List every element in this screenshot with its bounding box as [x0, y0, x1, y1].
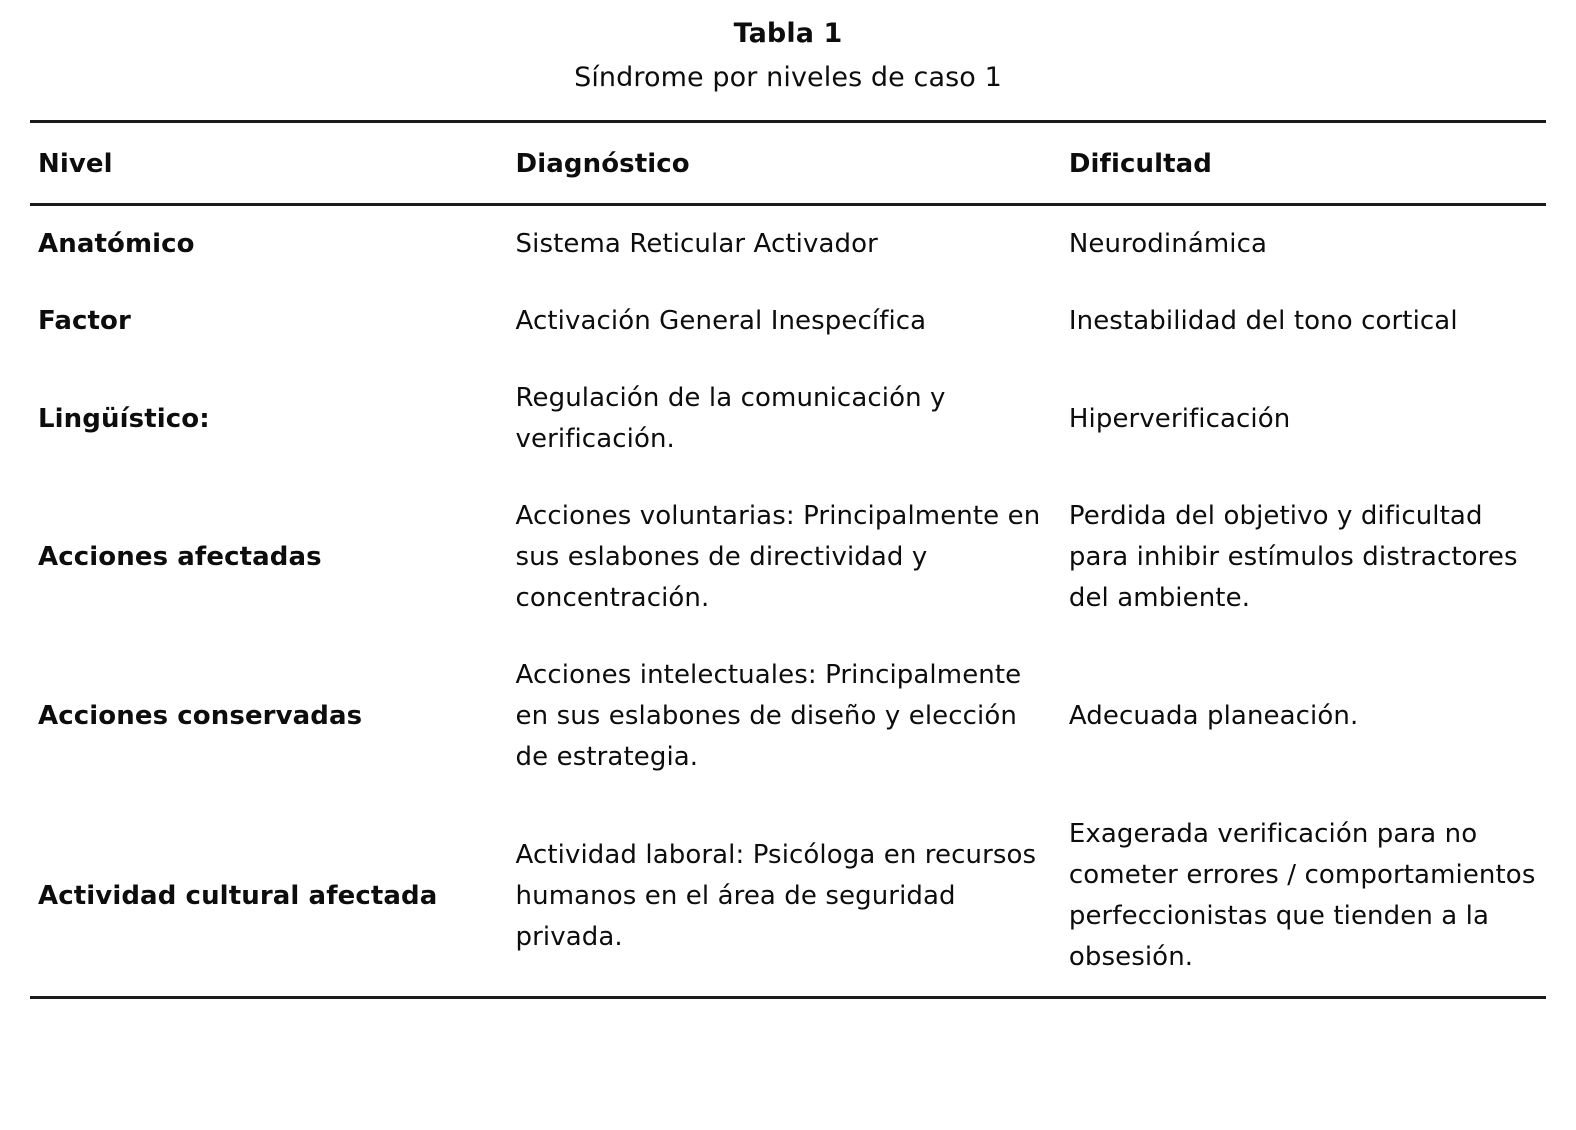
table-number: Tabla 1: [733, 18, 843, 49]
table-row: [30, 360, 1546, 478]
table-body: [30, 205, 1546, 998]
apa-table: [30, 120, 1546, 999]
cell-diagnostico: Actividad laboral: Psicóloga en recursos humanos en el área de seguridad privada.: [515, 839, 1037, 952]
cell-diagnostico: Sistema Reticular Activador: [515, 229, 878, 259]
cell-dificultad: Perdida del objetivo y dificultad para inhibir estímulos distractores del ambiente.: [1068, 501, 1518, 613]
cell-nivel: Lingüístico:: [38, 403, 210, 434]
column-header-nivel: Nivel: [38, 149, 113, 179]
column-header-dificultad: Dificultad: [1068, 149, 1212, 179]
table-header: [30, 122, 1546, 205]
cell-dificultad: Exagerada verificación para no cometer errores / comportamientos perfeccionistas que tienden a la obsesión.: [1068, 819, 1536, 972]
cell-dificultad: Hiperverificación: [1068, 403, 1291, 434]
cell-diagnostico: Activación General Inespecífica: [515, 306, 927, 336]
table-row: [30, 283, 1546, 360]
cell-nivel: Acciones afectadas: [38, 542, 322, 572]
table-row: [30, 796, 1546, 998]
cell-nivel: Factor: [38, 306, 131, 336]
table-row: [30, 637, 1546, 796]
table-title: Síndrome por niveles de caso 1: [574, 62, 1002, 93]
cell-nivel: Actividad cultural afectada: [38, 880, 438, 911]
cell-dificultad: Adecuada planeación.: [1068, 701, 1359, 731]
column-header-diagnostico: Diagnóstico: [515, 149, 690, 179]
cell-nivel: Anatómico: [38, 229, 195, 259]
table-row: [30, 205, 1546, 284]
cell-dificultad: Inestabilidad del tono cortical: [1068, 306, 1458, 336]
cell-nivel: Acciones conservadas: [38, 701, 363, 731]
cell-dificultad: Neurodinámica: [1068, 229, 1268, 259]
table-header-row: [30, 122, 1546, 205]
cell-diagnostico: Acciones voluntarias: Principalmente en sus eslabones de directividad y concentración.: [515, 501, 1041, 613]
cell-diagnostico: Regulación de la comunicación y verificación.: [515, 383, 946, 454]
table-row: [30, 478, 1546, 637]
cell-diagnostico: Acciones intelectuales: Principalmente en sus eslabones de diseño y elección de estrategia.: [515, 660, 1022, 772]
